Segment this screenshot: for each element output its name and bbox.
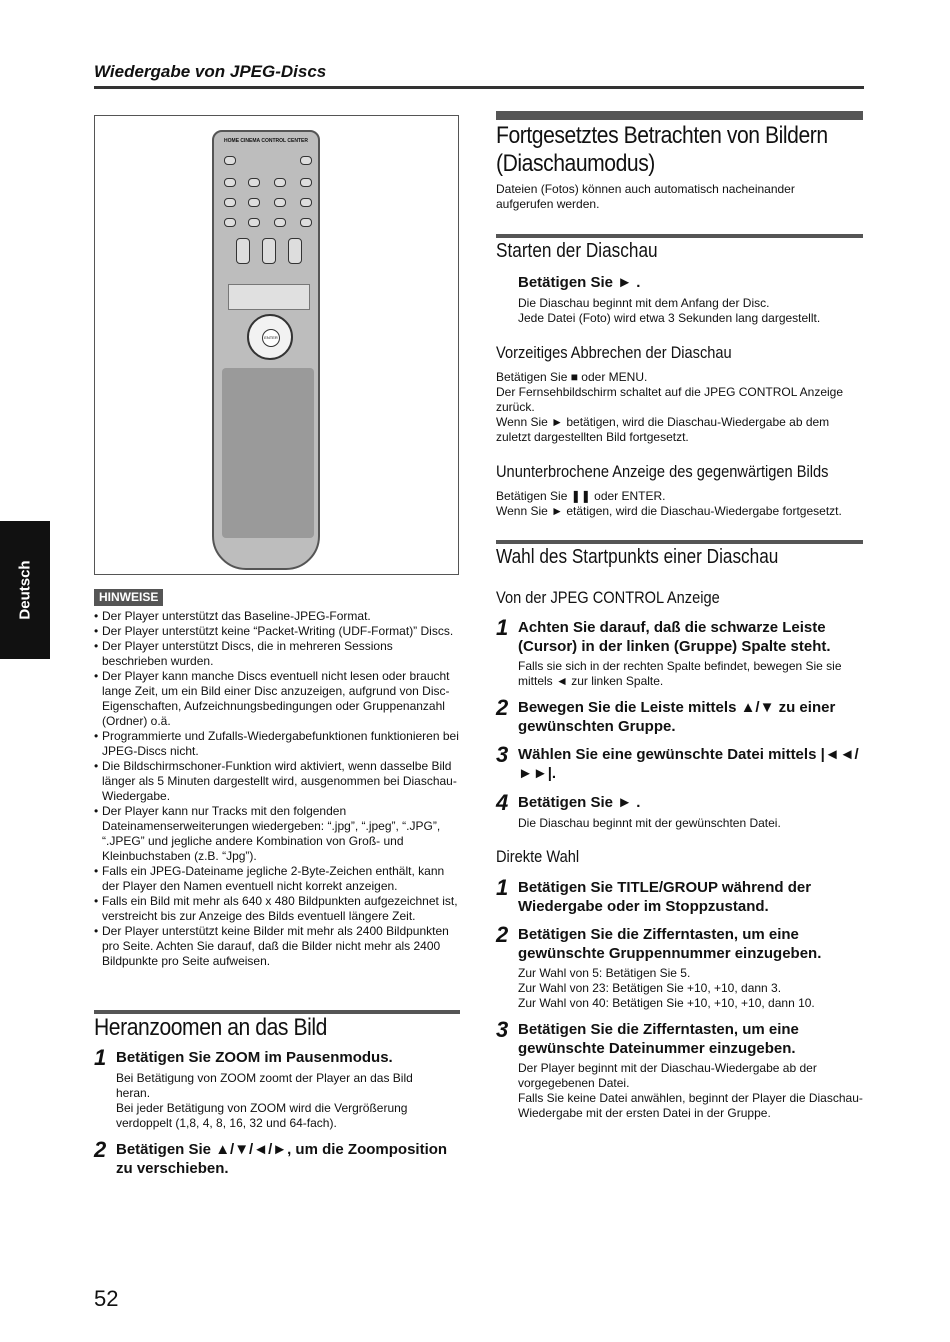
remote-button <box>248 178 260 187</box>
volume-rocker <box>236 238 250 264</box>
step-body: Falls sie sich in der rechten Spalte befindet, bewegen Sie sie mittels ◄ zur linken Spalte. <box>518 659 842 688</box>
step-number: 1 <box>496 875 509 900</box>
page-header <box>94 60 864 84</box>
dpad-icon <box>247 314 293 360</box>
step-title: Betätigen Sie die Zifferntasten, um eine gewünschte Gruppennummer einzugeben. <box>518 926 822 962</box>
section-rule <box>496 234 863 238</box>
volume-rocker <box>288 238 302 264</box>
zoom-heading: Heranzoomen an das Bild <box>94 1014 327 1041</box>
step-number: 3 <box>496 742 509 767</box>
enter-button: ENTER <box>262 329 280 347</box>
language-tab-label: Deutsch <box>16 560 34 620</box>
list-item: • Der Player unterstützt das Baseline-JPEG-Format. <box>102 609 459 624</box>
step-number: 2 <box>496 922 509 947</box>
list-item: • Falls ein JPEG-Dateiname jegliche 2-Byte-Zeichen enthält, kann der Player den Namen eventuell nicht korrekt anzeigen. <box>102 864 459 894</box>
startpoint-heading: Wahl des Startpunkts einer Diaschau <box>496 546 779 568</box>
language-tab <box>0 521 50 659</box>
step-number: 3 <box>496 1017 509 1042</box>
step-title: Betätigen Sie ZOOM im Pausenmodus. <box>116 1049 393 1066</box>
remote-button <box>224 156 236 165</box>
section-rule <box>496 540 863 544</box>
transport-buttons <box>228 284 310 310</box>
header-rule <box>94 86 864 89</box>
remote-button <box>300 198 312 207</box>
list-item: • Der Player unterstützt keine “Packet-Writing (UDF-Format)” Discs. <box>102 624 459 639</box>
start-body-1: Die Diaschau beginnt mit dem Anfang der Disc. <box>518 296 770 310</box>
notes-list <box>94 609 459 969</box>
list-item: • Falls ein Bild mit mehr als 640 x 480 Bildpunkten aufgezeichnet ist, verstreicht bis zur Anzeige des Bilds eventuell längere Zeit. <box>102 894 459 924</box>
step-title: Bewegen Sie die Leiste mittels ▲/▼ zu einer gewünschten Gruppe. <box>518 699 836 735</box>
start-heading: Starten der Diaschau <box>496 240 658 262</box>
remote-button <box>224 178 236 187</box>
step-body: Zur Wahl von 23: Betätigen Sie +10, +10, dann 3. <box>518 981 782 995</box>
step-title: Wählen Sie eine gewünschte Datei mittels |◄◄/►►|. <box>518 746 859 782</box>
remote-button <box>300 178 312 187</box>
pause-heading: Ununterbrochene Anzeige des gegenwärtigen Bilds <box>496 462 829 481</box>
channel-rocker <box>262 238 276 264</box>
list-item: • Der Player unterstützt Discs, die in mehreren Sessions beschrieben wurden. <box>102 639 459 669</box>
page-header-title: Wiedergabe von JPEG-Discs <box>94 62 327 81</box>
pause-body-2: Wenn Sie ► etätigen, wird die Diaschau-Wiedergabe fortgesetzt. <box>496 504 842 518</box>
abort-body-2: Der Fernsehbildschirm schaltet auf die JPEG CONTROL Anzeige zurück. <box>496 385 844 414</box>
notes-badge: HINWEISE <box>94 589 163 606</box>
step-number: 4 <box>496 790 509 815</box>
remote-title: HOME CINEMA CONTROL CENTER <box>224 138 308 144</box>
abort-body-1: Betätigen Sie ■ oder MENU. <box>496 370 648 384</box>
slideshow-intro: Dateien (Fotos) können auch automatisch nacheinander aufgerufen werden. <box>496 182 795 211</box>
start-body-2: Jede Datei (Foto) wird etwa 3 Sekunden lang dargestellt. <box>518 311 821 325</box>
step-title: Betätigen Sie TITLE/GROUP während der Wiedergabe oder im Stoppzustand. <box>518 879 812 915</box>
abort-heading: Vorzeitiges Abbrechen der Diaschau <box>496 343 732 362</box>
jpeg-control-heading: Von der JPEG CONTROL Anzeige <box>496 588 720 607</box>
remote-button <box>274 218 286 227</box>
remote-button <box>300 218 312 227</box>
remote-button <box>248 218 260 227</box>
abort-body-3: Wenn Sie ► betätigen, wird die Diaschau-Wiedergabe ab dem zuletzt dargestellten Bild fortgesetzt. <box>496 415 830 444</box>
remote-button <box>300 156 312 165</box>
step-title: Betätigen Sie ▲/▼/◄/►, um die Zoomposition zu verschieben. <box>116 1141 448 1177</box>
remote-button <box>248 198 260 207</box>
step-body: Zur Wahl von 40: Betätigen Sie +10, +10, +10, dann 10. <box>518 996 815 1010</box>
list-item: • Programmierte und Zufalls-Wiedergabefunktionen funktionieren bei JPEG-Discs nicht. <box>102 729 459 759</box>
section-rule <box>496 111 863 120</box>
step-body: Falls Sie keine Datei anwählen, beginnt der Player die Diaschau-Wiedergabe mit der ersten Datei in der Gruppe. <box>518 1091 863 1120</box>
step-body: Bei Betätigung von ZOOM zoomt der Player an das Bild heran. <box>116 1071 413 1100</box>
remote-control-image <box>212 130 320 570</box>
remote-button <box>274 178 286 187</box>
start-instruction: Betätigen Sie ► . <box>518 274 641 291</box>
step-body: Der Player beginnt mit der Diaschau-Wiedergabe ab der vorgegebenen Datei. <box>518 1061 817 1090</box>
page-number: 52 <box>94 1286 119 1311</box>
step-title: Betätigen Sie ► . <box>518 794 641 811</box>
list-item: • Die Bildschirmschoner-Funktion wird aktiviert, wenn dasselbe Bild länger als 5 Minuten dargestellt wird, ausgenommen bei Diaschau-Wiedergabe. <box>102 759 459 804</box>
direct-heading: Direkte Wahl <box>496 847 580 866</box>
step-number: 1 <box>496 615 509 640</box>
list-item: • Der Player kann manche Discs eventuell nicht lesen oder braucht lange Zeit, um ein Bild einer Disc anzuzeigen, aufgrund von Disc-Eigenschaften, Aufzeichnungsbedingungen oder Gruppenanzahl (Ordner) o.ä. <box>102 669 459 729</box>
numeric-keypad <box>222 368 314 538</box>
slideshow-heading-line1: Fortgesetztes Betrachten von Bildern <box>496 122 828 149</box>
step-title: Betätigen Sie die Zifferntasten, um eine gewünschte Dateinummer einzugeben. <box>518 1021 799 1057</box>
list-item: • Der Player kann nur Tracks mit den folgenden Dateinamenserweiterungen wiedergeben: “.jpg”, “.jpeg”, “.JPG”, “.JPEG” und jegliche andere Kombination von Groß- und Kleinbuchstaben (z.B. “Jpg”). <box>102 804 459 864</box>
step-body: Die Diaschau beginnt mit der gewünschten Datei. <box>518 816 781 830</box>
remote-illustration <box>94 115 459 575</box>
step-number: 1 <box>94 1045 107 1070</box>
step-body: Zur Wahl von 5: Betätigen Sie 5. <box>518 966 691 980</box>
remote-button <box>224 218 236 227</box>
step-number: 2 <box>94 1137 107 1162</box>
step-body: Bei jeder Betätigung von ZOOM wird die Vergrößerung verdoppelt (1,8, 4, 8, 16, 32 und 64-fach). <box>116 1101 408 1130</box>
remote-button <box>274 198 286 207</box>
slideshow-heading-line2: (Diaschaumodus) <box>496 150 655 177</box>
remote-button <box>224 198 236 207</box>
pause-body-1: Betätigen Sie ❚❚ oder ENTER. <box>496 489 666 503</box>
notes-section <box>94 589 459 969</box>
step-number: 2 <box>496 695 509 720</box>
step-title: Achten Sie darauf, daß die schwarze Leiste (Cursor) in der linken (Gruppe) Spalte steht. <box>518 619 831 655</box>
list-item: • Der Player unterstützt keine Bilder mit mehr als 2400 Bildpunkten pro Seite. Achten Sie darauf, daß die Bilder nicht mehr als 2400 Bildpunkte pro Seite aufweisen. <box>102 924 459 969</box>
